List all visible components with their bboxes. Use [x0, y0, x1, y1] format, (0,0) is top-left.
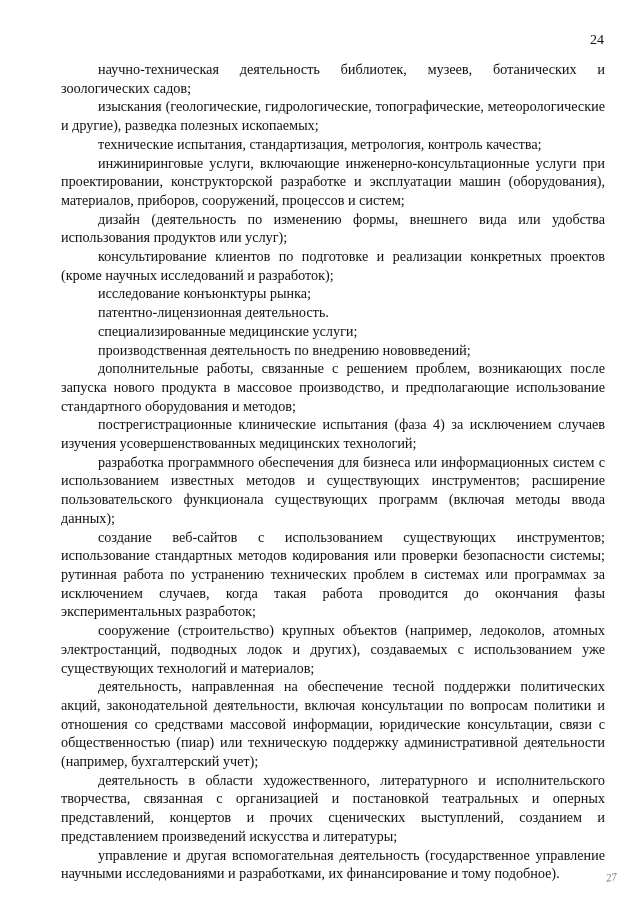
paragraph: дизайн (деятельность по изменению формы, внешнего вида или удобства использования продуктов или услуг);	[61, 211, 605, 247]
paragraph: дополнительные работы, связанные с решением проблем, возникающих после запуска нового продукта в массовое производство, и предполагающие использование стандартного оборудования и методов;	[61, 361, 605, 415]
paragraph: консультирование клиентов по подготовке и реализации конкретных проектов (кроме научных исследований и разработок);	[61, 249, 605, 284]
paragraph: исследование конъюнктуры рынка;	[98, 286, 312, 303]
paragraph: изыскания (геологические, гидрологические, топографические, метеорологические и другие), разведка полезных ископаемых;	[61, 99, 605, 135]
paragraph: сооружение (строительство) крупных объектов (например, ледоколов, атомных электростанций, подводных лодок и других), создаваемых с использованием уже существующих технологий и материалов;	[61, 623, 605, 677]
paragraph: производственная деятельность по внедрению нововведений;	[98, 342, 471, 359]
paragraph: пострегистрационные клинические испытания (фаза 4) за исключением случаев изучения усовершенствованных медицинских технологий;	[61, 417, 605, 453]
document-body	[61, 61, 605, 884]
paragraph: деятельность в области художественного, литературного и исполнительского творчества, связанная с организацией и постановкой театральных и оперных представлений, концертов и прочих сценических выступлений, созданием и представлением произведений искусства и литературы;	[61, 772, 605, 845]
handwritten-page-mark: 27	[605, 871, 618, 885]
paragraph: деятельность, направленная на обеспечение тесной поддержки политических акций, законодательной деятельности, включая консультации по вопросам политики и отношения со средствами массовой информации, юридические консультации, связи с общественностью (пиар) или техническую поддержку административной деятельности (например, бухгалтерский учет);	[61, 679, 605, 771]
paragraph: управление и другая вспомогательная деятельность (государственное управление научными исследованиями и разработками, их финансирование и тому подобное).	[61, 847, 605, 883]
paragraph: специализированные медицинские услуги;	[98, 323, 358, 340]
paragraph: создание веб-сайтов с использованием существующих инструментов; использование стандартных методов кодирования или проверки безопасности системы; рутинная работа по устранению технических проблем в системах или программах за исключением случаев, когда такая работа проводится до окончания фазы экспериментальных разработок;	[61, 529, 605, 621]
paragraph: научно-техническая деятельность библиотек, музеев, ботанических и зоологических садов;	[61, 62, 605, 97]
paragraph: патентно-лицензионная деятельность.	[98, 305, 329, 322]
paragraph: инжиниринговые услуги, включающие инженерно-консультационные услуги при проектировании, конструкторской разработке и эксплуатации машин (оборудования), материалов, приборов, сооружений, процессов и систем;	[61, 155, 605, 209]
page-number: 24	[590, 33, 604, 48]
paragraph: технические испытания, стандартизация, метрология, контроль качества;	[98, 136, 542, 153]
paragraph: разработка программного обеспечения для бизнеса или информационных систем с использованием известных методов и существующих инструментов; расширение пользовательского функционала существующих программ (включая методы ввода данных);	[61, 454, 605, 527]
